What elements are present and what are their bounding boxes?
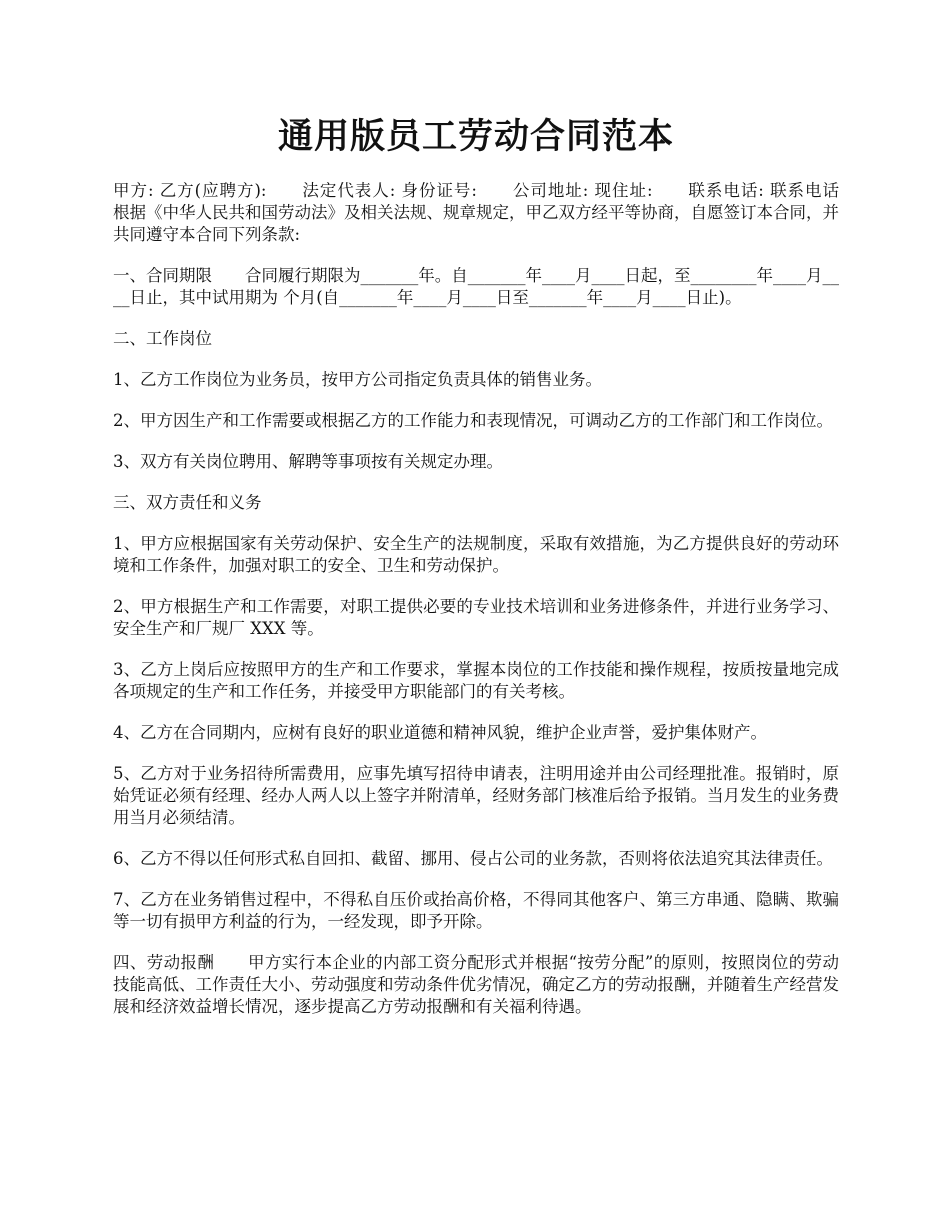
- paragraph-position-3: 3、双方有关岗位聘用、解聘等事项按有关规定办理。: [113, 452, 503, 471]
- paragraph-parties: 甲方: 乙方(应聘方): 法定代表人: 身份证号: 公司地址: 现住址: 联系电话: 联系电话 根据《中华人民共和国劳动法》及相关法规、规章规定，甲乙双方经平等协商，自愿签订本合同，并共同遵守本合同下列条款:: [113, 181, 872, 244]
- section-heading-duties: 三、双方责任和义务: [113, 493, 262, 512]
- paragraph-remuneration: 四、劳动报酬 甲方实行本企业的内部工资分配形式并根据“按劳分配”的原则，按照岗位的劳动技能高低、工作责任大小、劳动强度和劳动条件优劣情况，确定乙方的劳动报酬，并随着生产经营发展和经济效益增长情况，逐步提高乙方劳动报酬和有关福利待遇。: [113, 953, 839, 1016]
- paragraph-position-1: 1、乙方工作岗位为业务员，按甲方公司指定负责具体的销售业务。: [113, 370, 602, 389]
- paragraph-duties-4: 4、乙方在合同期内，应树有良好的职业道德和精神风貌，维护企业声誉，爱护集体财产。: [113, 723, 767, 742]
- document-title: 通用版员工劳动合同范本: [277, 116, 674, 157]
- paragraph-contract-term: 一、合同期限 合同履行期限为_______年。自_______年____月____日起，至________年____月____日止，其中试用期为 个月(自_______年____月____日至_______年____月____日止)。: [113, 266, 839, 307]
- paragraph-duties-1: 1、甲方应根据国家有关劳动保护、安全生产的法规制度，采取有效措施，为乙方提供良好的劳动环境和工作条件，加强对职工的安全、卫生和劳动保护。: [113, 534, 839, 575]
- paragraph-duties-5: 5、乙方对于业务招待所需费用，应事先填写招待申请表，注明用途并由公司经理批准。报销时，原始凭证必须有经理、经办人两人以上签字并附清单，经财务部门核准后给予报销。当月发生的业务费用当月必须结清。: [113, 764, 839, 827]
- paragraph-duties-3: 3、乙方上岗后应按照甲方的生产和工作要求，掌握本岗位的工作技能和操作规程，按质按量地完成各项规定的生产和工作任务，并接受甲方职能部门的有关考核。: [113, 660, 839, 701]
- document-page: [113, 112, 872, 1037]
- paragraph-duties-6: 6、乙方不得以任何形式私自回扣、截留、挪用、侵占公司的业务款，否则将依法追究其法律责任。: [113, 849, 833, 868]
- paragraph-position-2: 2、甲方因生产和工作需要或根据乙方的工作能力和表现情况，可调动乙方的工作部门和工作岗位。: [113, 411, 833, 430]
- paragraph-duties-7: 7、乙方在业务销售过程中，不得私自压价或抬高价格，不得同其他客户、第三方串通、隐瞒、欺骗等一切有损甲方利益的行为，一经发现，即予开除。: [113, 890, 839, 931]
- paragraph-duties-2: 2、甲方根据生产和工作需要，对职工提供必要的专业技术培训和业务进修条件，并进行业务学习、安全生产和厂规厂 XXX 等。: [113, 597, 839, 638]
- section-heading-position: 二、工作岗位: [113, 329, 212, 348]
